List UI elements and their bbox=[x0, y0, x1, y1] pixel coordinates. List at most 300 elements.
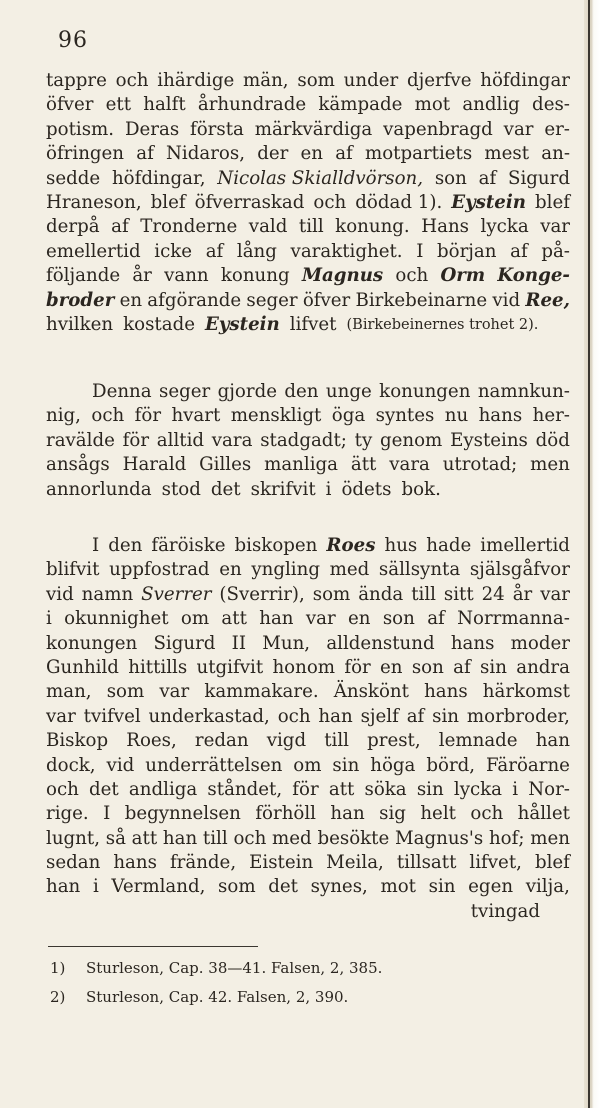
word: prest, bbox=[367, 730, 421, 752]
word: Nicolas Skialldvörson, bbox=[217, 167, 424, 189]
footnote-text: Sturleson, Cap. 42. Falsen, 2, 390. bbox=[86, 988, 349, 1006]
word: er- bbox=[544, 118, 570, 140]
text-line bbox=[46, 534, 570, 558]
word: vid bbox=[492, 289, 521, 311]
word: att bbox=[131, 827, 158, 849]
word: Roes bbox=[326, 535, 376, 556]
word: II bbox=[231, 632, 247, 654]
word: synes, bbox=[310, 876, 368, 898]
word: vigd bbox=[266, 730, 307, 752]
word: Birkebeinarne bbox=[355, 289, 488, 311]
word: konungen bbox=[46, 632, 138, 654]
paragraph-2 bbox=[46, 380, 570, 502]
word: son bbox=[411, 656, 444, 678]
word: unge bbox=[325, 381, 372, 402]
word: Magnus's bbox=[395, 827, 484, 849]
word: dödad 1). bbox=[355, 191, 443, 213]
word: son bbox=[382, 608, 415, 630]
word: sin bbox=[332, 754, 360, 776]
word: vara bbox=[211, 429, 253, 451]
word: för bbox=[344, 656, 371, 678]
word: lifvet bbox=[289, 313, 337, 335]
text-line bbox=[46, 607, 570, 631]
word: motpartiets bbox=[364, 143, 473, 165]
word: af bbox=[427, 608, 445, 630]
word: andlig bbox=[462, 94, 520, 116]
word: vid bbox=[46, 583, 74, 605]
text-line bbox=[46, 778, 570, 802]
text-line bbox=[46, 240, 570, 264]
word: ståndet, bbox=[207, 778, 283, 800]
word: sjelf bbox=[360, 705, 399, 727]
word: blifvit bbox=[46, 559, 100, 581]
word: lifvet, bbox=[469, 852, 522, 874]
word: icke bbox=[154, 240, 193, 262]
page-number: 96 bbox=[58, 28, 88, 53]
footnote-text: Sturleson, Cap. 38—41. Falsen, 2, 385. bbox=[86, 959, 383, 977]
footnote-1 bbox=[50, 954, 410, 983]
word: ty bbox=[354, 429, 373, 451]
word: af bbox=[406, 705, 425, 727]
word: ansågs bbox=[46, 454, 110, 476]
word: hans bbox=[450, 632, 495, 654]
word: hade bbox=[426, 535, 472, 556]
footnote-mark: 1) bbox=[50, 959, 66, 977]
word: han bbox=[535, 730, 570, 752]
word: der bbox=[257, 143, 289, 165]
word: kostade bbox=[123, 313, 195, 335]
word: han bbox=[162, 827, 198, 849]
word: ödets bbox=[341, 478, 392, 500]
word: besökte bbox=[317, 827, 390, 849]
text-line bbox=[46, 215, 570, 239]
word: (Birkebeinernes trohet 2). bbox=[346, 316, 539, 333]
word: och bbox=[91, 405, 125, 427]
word: seger bbox=[246, 289, 298, 311]
word: af bbox=[335, 143, 353, 165]
word: under bbox=[343, 70, 399, 91]
word: och bbox=[277, 705, 311, 727]
word: namnkun- bbox=[477, 381, 570, 402]
word: höfdingar bbox=[480, 70, 570, 91]
word: ett bbox=[105, 94, 132, 116]
word: och bbox=[313, 191, 347, 213]
word: redan bbox=[194, 730, 249, 752]
text-line bbox=[46, 558, 570, 582]
word: en bbox=[300, 143, 323, 165]
word: början bbox=[437, 240, 497, 262]
word: lång bbox=[236, 240, 277, 262]
word: i bbox=[325, 478, 332, 500]
word: det bbox=[89, 778, 119, 800]
word: själsgåfvor bbox=[469, 559, 570, 581]
word: till bbox=[324, 730, 349, 752]
word: han bbox=[318, 705, 353, 727]
word: sin bbox=[428, 876, 456, 898]
word: till bbox=[202, 827, 228, 849]
word: sällsynta bbox=[378, 559, 461, 581]
word: varaktighet. bbox=[290, 240, 403, 262]
word: genom bbox=[379, 429, 443, 451]
word: morbroder, bbox=[466, 705, 570, 727]
word: om bbox=[293, 754, 322, 776]
word: vid bbox=[106, 754, 135, 776]
word: mest bbox=[484, 143, 530, 165]
word: I bbox=[92, 535, 100, 556]
word: Färöarne bbox=[486, 754, 570, 776]
word: af bbox=[478, 167, 497, 189]
text-line bbox=[46, 705, 570, 729]
word: Sigurd bbox=[508, 167, 570, 189]
text-line bbox=[46, 167, 570, 191]
word: Eystein bbox=[205, 313, 280, 335]
word: börd, bbox=[426, 754, 476, 776]
word: han bbox=[46, 876, 81, 898]
word: sin bbox=[432, 705, 460, 727]
word: men bbox=[530, 827, 570, 849]
word: för bbox=[134, 405, 162, 427]
text-line bbox=[46, 429, 570, 453]
word: mot bbox=[380, 876, 416, 898]
page-edge bbox=[584, 0, 600, 1108]
word: begynnelsen bbox=[124, 803, 241, 825]
word: hof; bbox=[488, 827, 525, 849]
word: Änskönt bbox=[333, 681, 409, 703]
word: konung. bbox=[335, 216, 410, 238]
word: Vermland, bbox=[111, 876, 206, 898]
text-line bbox=[46, 583, 570, 607]
word: i bbox=[92, 876, 99, 898]
word: afgörande bbox=[147, 289, 242, 311]
word: hvilken bbox=[46, 313, 114, 335]
word: han bbox=[330, 803, 365, 825]
word: om bbox=[180, 608, 210, 630]
word: till bbox=[298, 216, 324, 238]
word: sedan bbox=[46, 852, 101, 874]
word: sin bbox=[480, 656, 507, 678]
word: Hraneson, bbox=[46, 191, 142, 213]
word: hvart bbox=[171, 405, 221, 427]
word: tvingad bbox=[470, 900, 540, 922]
word: så bbox=[105, 827, 126, 849]
text-line bbox=[46, 478, 570, 502]
word: hus bbox=[384, 535, 418, 556]
word: för bbox=[122, 429, 150, 451]
word: hans bbox=[478, 405, 523, 427]
text-line bbox=[46, 69, 570, 93]
word: och bbox=[115, 70, 149, 91]
word: sitt bbox=[443, 583, 474, 605]
word: (Sverrir), bbox=[219, 583, 305, 605]
word: och bbox=[46, 778, 79, 800]
word: öfringen bbox=[46, 143, 125, 165]
footnote-rule bbox=[48, 946, 258, 947]
word: öfver bbox=[46, 94, 94, 116]
text-line bbox=[46, 656, 570, 680]
word: Eystein bbox=[451, 191, 527, 213]
text-line bbox=[46, 900, 570, 924]
word: andra bbox=[516, 656, 570, 678]
word: des- bbox=[532, 94, 570, 116]
word: kämpade bbox=[318, 94, 403, 116]
word: blef bbox=[535, 191, 570, 213]
word: Hans bbox=[421, 216, 469, 238]
word: potism. bbox=[46, 118, 115, 140]
word: och bbox=[233, 827, 267, 849]
text-line bbox=[46, 313, 570, 337]
word: Magnus bbox=[301, 265, 384, 287]
word: förhöll bbox=[255, 803, 316, 825]
word: af bbox=[136, 143, 154, 165]
word: Meila, bbox=[326, 852, 384, 874]
footnote-mark: 2) bbox=[50, 988, 66, 1006]
word: med bbox=[329, 559, 370, 581]
word: härkomst bbox=[482, 681, 570, 703]
text-line bbox=[46, 827, 570, 851]
word: var bbox=[159, 681, 190, 703]
word: Nor- bbox=[528, 778, 570, 800]
word: tvifvel bbox=[83, 705, 141, 727]
text-line bbox=[46, 729, 570, 753]
word: för bbox=[292, 778, 319, 800]
word: stadgadt; bbox=[260, 429, 347, 451]
word: var bbox=[46, 705, 76, 727]
word: moder bbox=[510, 632, 570, 654]
word: Tronderne bbox=[140, 216, 238, 238]
word: underkastad, bbox=[148, 705, 270, 727]
word: her- bbox=[532, 405, 570, 427]
word: öfver bbox=[302, 289, 351, 311]
word: var bbox=[540, 216, 570, 238]
word: och bbox=[395, 265, 429, 287]
word: en bbox=[380, 656, 403, 678]
word: det bbox=[210, 478, 241, 500]
word: som bbox=[297, 70, 335, 91]
word: lugnt, bbox=[46, 827, 100, 849]
text-line bbox=[46, 404, 570, 428]
text-line bbox=[46, 380, 570, 404]
word: biskopen bbox=[234, 535, 318, 556]
word: dock, bbox=[46, 754, 96, 776]
word: till bbox=[411, 583, 436, 605]
word: imellertid bbox=[480, 535, 570, 556]
word: hållet bbox=[517, 803, 570, 825]
text-line bbox=[46, 754, 570, 778]
word: som bbox=[106, 681, 145, 703]
word: det bbox=[268, 876, 298, 898]
word: an- bbox=[541, 143, 570, 165]
word: färöiske bbox=[151, 535, 226, 556]
word: Konge- bbox=[497, 265, 570, 287]
word: blef bbox=[534, 852, 570, 874]
text-line bbox=[46, 453, 570, 477]
word: I bbox=[103, 803, 111, 825]
word: Roes, bbox=[126, 730, 177, 752]
text-line bbox=[46, 118, 570, 142]
word: sig bbox=[379, 803, 406, 825]
word: den bbox=[284, 381, 319, 402]
word: uppfostrad bbox=[109, 559, 210, 581]
text-line bbox=[46, 802, 570, 826]
word: i bbox=[46, 608, 52, 630]
word: tappre bbox=[46, 70, 107, 91]
word: konungen bbox=[379, 381, 471, 402]
word: Nidaros, bbox=[166, 143, 245, 165]
text-line bbox=[46, 289, 570, 313]
word: första bbox=[190, 118, 244, 140]
footnotes bbox=[50, 954, 410, 1012]
word: kammakare. bbox=[204, 681, 319, 703]
word: Gilles bbox=[199, 454, 252, 476]
text-line bbox=[46, 632, 570, 656]
word: ravälde bbox=[46, 429, 115, 451]
word: Denna bbox=[92, 381, 152, 402]
word: nig, bbox=[46, 405, 81, 427]
word: alldenstund bbox=[326, 632, 435, 654]
text-line bbox=[46, 875, 570, 899]
text-line bbox=[46, 264, 570, 288]
word: lycka bbox=[453, 778, 503, 800]
word: Eistein bbox=[249, 852, 314, 874]
paragraph-1 bbox=[46, 69, 570, 337]
word: sedde bbox=[46, 167, 101, 189]
word: annorlunda bbox=[46, 478, 152, 500]
word: skrifvit bbox=[250, 478, 316, 500]
word: hans bbox=[113, 852, 157, 874]
word: blef bbox=[150, 191, 186, 213]
word: Mun, bbox=[262, 632, 311, 654]
word: helt bbox=[420, 803, 456, 825]
word: ätt bbox=[350, 454, 377, 476]
word: alltid bbox=[156, 429, 205, 451]
word: Biskop bbox=[46, 730, 109, 752]
word: Orm bbox=[440, 265, 486, 287]
word: vilja, bbox=[525, 876, 570, 898]
word: vald bbox=[248, 216, 288, 238]
paragraph-3 bbox=[46, 534, 570, 924]
word: egen bbox=[468, 876, 514, 898]
word: sin bbox=[416, 778, 444, 800]
word: den bbox=[108, 535, 143, 556]
word: Eysteins bbox=[450, 429, 528, 451]
word: i bbox=[512, 778, 519, 800]
word: att bbox=[221, 608, 247, 630]
word: han bbox=[259, 608, 294, 630]
word: broder bbox=[46, 289, 115, 311]
word: 24 bbox=[481, 583, 505, 605]
word: stod bbox=[161, 478, 201, 500]
text-line bbox=[46, 191, 570, 215]
word: syntes bbox=[375, 405, 435, 427]
word: en bbox=[348, 608, 371, 630]
word: men bbox=[530, 454, 570, 476]
word: Sverrer bbox=[141, 583, 212, 605]
word: Ree, bbox=[525, 289, 570, 311]
word: på- bbox=[541, 240, 570, 262]
word: derpå bbox=[46, 216, 100, 238]
word: tillsatt bbox=[396, 852, 457, 874]
word: seger bbox=[159, 381, 211, 402]
word: som bbox=[312, 583, 351, 605]
word: af bbox=[111, 216, 129, 238]
word: af bbox=[453, 656, 471, 678]
word: män, bbox=[243, 70, 289, 91]
word: namn bbox=[81, 583, 134, 605]
word: djerfve bbox=[406, 70, 472, 91]
word: var bbox=[305, 608, 336, 630]
word: höfdingar, bbox=[111, 167, 206, 189]
word: söka bbox=[364, 778, 407, 800]
word: utrotad; bbox=[442, 454, 518, 476]
word: man, bbox=[46, 681, 92, 703]
word: ända bbox=[358, 583, 404, 605]
word: af bbox=[205, 240, 224, 262]
word: utgifvit bbox=[196, 656, 264, 678]
word: Deras bbox=[124, 118, 180, 140]
word: ihärdige bbox=[157, 70, 235, 91]
word: som bbox=[218, 876, 256, 898]
footnote-2 bbox=[50, 983, 410, 1012]
text-line bbox=[46, 93, 570, 117]
word: att bbox=[328, 778, 355, 800]
word: öga bbox=[331, 405, 366, 427]
word: märkvärdiga bbox=[254, 118, 373, 140]
word: mot bbox=[414, 94, 451, 116]
word: nu bbox=[444, 405, 469, 427]
word: var bbox=[503, 118, 534, 140]
word: konung bbox=[220, 265, 290, 287]
word: menskligt bbox=[230, 405, 322, 427]
word: son bbox=[434, 167, 467, 189]
word: århundrade bbox=[197, 94, 307, 116]
word: en bbox=[219, 559, 242, 581]
word: Harald bbox=[122, 454, 187, 476]
word: manliga bbox=[264, 454, 339, 476]
word: lemnade bbox=[438, 730, 518, 752]
word: andliga bbox=[128, 778, 198, 800]
word: hittills bbox=[128, 656, 188, 678]
word: okunnighet bbox=[64, 608, 169, 630]
word: bok. bbox=[401, 478, 441, 500]
word: vapenbragd bbox=[383, 118, 493, 140]
word: var bbox=[540, 583, 570, 605]
word: gjorde bbox=[217, 381, 277, 402]
word: rige. bbox=[46, 803, 89, 825]
word: år bbox=[512, 583, 533, 605]
word: frände, bbox=[169, 852, 237, 874]
word: och bbox=[470, 803, 504, 825]
word: Norrmanna- bbox=[457, 608, 570, 630]
text-line bbox=[46, 851, 570, 875]
word: med bbox=[272, 827, 312, 849]
word: yngling bbox=[251, 559, 320, 581]
word: höga bbox=[370, 754, 416, 776]
word: vara bbox=[389, 454, 430, 476]
word: vann bbox=[164, 265, 209, 287]
word: öfverraskad bbox=[194, 191, 305, 213]
word: hans bbox=[424, 681, 468, 703]
word: emellertid bbox=[46, 240, 141, 262]
word: år bbox=[132, 265, 152, 287]
text-line bbox=[46, 680, 570, 704]
word: underrättelsen bbox=[145, 754, 283, 776]
word: af bbox=[510, 240, 528, 262]
word: död bbox=[535, 429, 570, 451]
word: Gunhild bbox=[46, 656, 119, 678]
word: honom bbox=[272, 656, 336, 678]
word: en bbox=[119, 289, 143, 311]
word: Sigurd bbox=[153, 632, 216, 654]
